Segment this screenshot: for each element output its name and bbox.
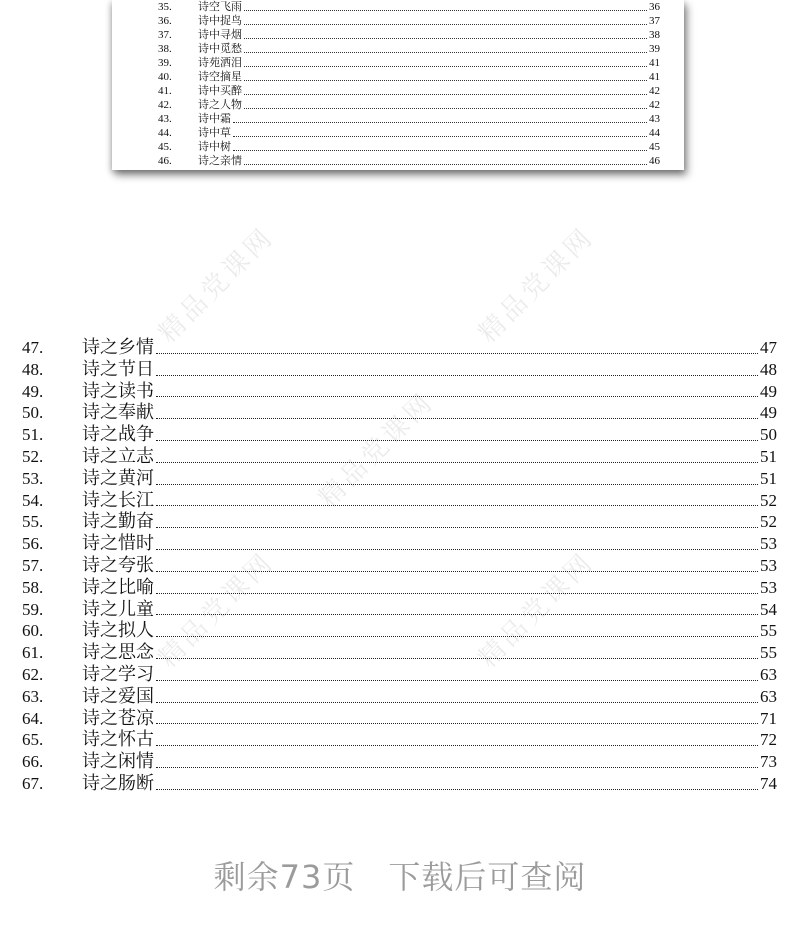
- toc-entry-number: 55.: [22, 512, 44, 532]
- toc-entry-number: 61.: [22, 643, 44, 663]
- watermark: 精品党课网: [473, 546, 601, 674]
- toc-entry-page: 42: [649, 99, 660, 111]
- toc-entry[interactable]: [22, 664, 777, 686]
- toc-entry-number: 59.: [22, 599, 44, 619]
- watermark: 精品党课网: [473, 221, 601, 349]
- toc-leader-dots: [156, 570, 758, 572]
- toc-leader-dots: [244, 65, 647, 67]
- toc-entry[interactable]: [22, 642, 777, 664]
- toc-leader-dots: [156, 483, 758, 485]
- toc-entry[interactable]: [158, 112, 660, 126]
- toc-leader-dots: [244, 79, 647, 81]
- toc-leader-dots: [156, 439, 758, 441]
- toc-entry-page: 51: [760, 446, 777, 466]
- toc-entry-number: 51.: [22, 425, 44, 445]
- watermark: 精品党课网: [153, 546, 281, 674]
- toc-entry-title: 诗之肠断: [82, 772, 154, 794]
- toc-entry-page: 41: [649, 71, 660, 83]
- toc-entry-title: 诗之亲情: [198, 154, 242, 167]
- toc-entry-number: 63.: [22, 686, 44, 706]
- toc-entry-page: 36: [649, 1, 660, 13]
- toc-entry-number: 57.: [22, 555, 44, 575]
- toc-entry-title: 诗之节日: [82, 358, 154, 380]
- toc-entry-number: 37.: [158, 29, 172, 41]
- toc-leader-dots: [156, 613, 758, 615]
- toc-entry-page: 48: [760, 359, 777, 379]
- toc-entry-title: 诗之苍凉: [82, 707, 154, 729]
- toc-entry[interactable]: [22, 708, 777, 730]
- toc-entry-number: 53.: [22, 468, 44, 488]
- toc-entry-title: 诗中树: [198, 140, 231, 153]
- toc-entry-title: 诗之奉献: [82, 402, 154, 424]
- toc-entry[interactable]: [22, 337, 777, 359]
- toc-entry-page: 49: [760, 381, 777, 401]
- toc-leader-dots: [156, 635, 758, 637]
- toc-entry[interactable]: [22, 577, 777, 599]
- toc-entry-number: 45.: [158, 141, 172, 153]
- toc-leader-dots: [244, 93, 647, 95]
- toc-leader-dots: [156, 679, 758, 681]
- toc-entry-page: 47: [760, 338, 777, 357]
- toc-entry-page: 52: [760, 490, 777, 510]
- toc-entry[interactable]: [22, 511, 777, 533]
- remaining-pages-notice[interactable]: 剩余73页 下载后可查阅: [213, 858, 587, 896]
- toc-entry-number: 56.: [22, 534, 44, 554]
- toc-entry-title: 诗之读书: [82, 380, 154, 402]
- toc-entry[interactable]: [158, 98, 660, 112]
- toc-entry-title: 诗之勤奋: [82, 511, 154, 533]
- toc-entry-number: 50.: [22, 403, 44, 423]
- toc-entry-page: 46: [649, 155, 660, 167]
- toc-entry-page: 63: [760, 686, 777, 706]
- toc-entry-title: 诗之立志: [82, 445, 154, 467]
- toc-leader-dots: [156, 548, 758, 550]
- toc-entry[interactable]: [22, 359, 777, 381]
- toc-entry-page: 41: [649, 57, 660, 69]
- toc-entry[interactable]: [22, 773, 777, 795]
- toc-entry-title: 诗中草: [198, 126, 231, 139]
- toc-leader-dots: [244, 37, 647, 39]
- toc-leader-dots: [233, 149, 647, 151]
- toc-entry[interactable]: [158, 126, 660, 140]
- toc-entry[interactable]: [158, 70, 660, 84]
- toc-entry-number: 54.: [22, 490, 44, 510]
- toc-entry-page: 51: [760, 468, 777, 488]
- toc-entry[interactable]: [22, 533, 777, 555]
- toc-leader-dots: [233, 135, 647, 137]
- toc-entry-number: 66.: [22, 752, 44, 772]
- toc-entry-page: 50: [760, 425, 777, 445]
- toc-entry-title: 诗之黄河: [82, 467, 154, 489]
- toc-entry-page: 42: [649, 85, 660, 97]
- toc-entry-page: 53: [760, 555, 777, 575]
- toc-entry[interactable]: [158, 56, 660, 70]
- toc-entry-page: 39: [649, 43, 660, 55]
- toc-entry-page: 37: [649, 15, 660, 27]
- toc-entry-title: 诗之夸张: [82, 554, 154, 576]
- toc-entry-title: 诗之拟人: [82, 620, 154, 642]
- toc-list-top: [158, 0, 660, 168]
- toc-entry-title: 诗中捉鸟: [198, 14, 242, 27]
- toc-entry[interactable]: [158, 28, 660, 42]
- toc-entry[interactable]: [22, 381, 777, 403]
- toc-leader-dots: [156, 461, 758, 463]
- toc-entry-number: 47.: [22, 338, 44, 357]
- toc-leader-dots: [156, 395, 758, 397]
- toc-entry-title: 诗之思念: [82, 642, 154, 664]
- toc-entry[interactable]: [22, 751, 777, 773]
- toc-leader-dots: [156, 374, 758, 376]
- toc-entry-title: 诗中买醉: [198, 84, 242, 97]
- toc-leader-dots: [156, 504, 758, 506]
- toc-entry-title: 诗之惜时: [82, 533, 154, 555]
- toc-entry-number: 41.: [158, 85, 172, 97]
- toc-entry-number: 48.: [22, 359, 44, 379]
- toc-leader-dots: [244, 107, 647, 109]
- toc-entry[interactable]: [22, 490, 777, 512]
- toc-entry-page: 53: [760, 534, 777, 554]
- toc-leader-dots: [244, 9, 647, 11]
- toc-entry-number: 60.: [22, 621, 44, 641]
- toc-entry-page: 49: [760, 403, 777, 423]
- toc-entry-number: 42.: [158, 99, 172, 111]
- toc-entry-number: 49.: [22, 381, 44, 401]
- toc-entry-page: 74: [760, 773, 777, 793]
- toc-entry[interactable]: [22, 468, 777, 490]
- toc-entry[interactable]: [22, 424, 777, 446]
- toc-entry-title: 诗中觅愁: [198, 42, 242, 55]
- toc-entry-page: 72: [760, 730, 777, 750]
- toc-entry-title: 诗苑洒泪: [198, 56, 242, 69]
- toc-leader-dots: [156, 352, 758, 354]
- toc-leader-dots: [244, 51, 647, 53]
- toc-entry-title: 诗之战争: [82, 424, 154, 446]
- toc-entry[interactable]: [22, 620, 777, 642]
- toc-entry-title: 诗之乡情: [82, 337, 154, 358]
- toc-entry[interactable]: [158, 140, 660, 154]
- toc-entry[interactable]: [22, 686, 777, 708]
- toc-entry-number: 67.: [22, 773, 44, 793]
- toc-entry[interactable]: [22, 729, 777, 751]
- toc-entry-title: 诗之长江: [82, 489, 154, 511]
- toc-entry-title: 诗中寻烟: [198, 28, 242, 41]
- toc-entry-title: 诗之人物: [198, 98, 242, 111]
- page-preview-card: [112, 0, 684, 170]
- toc-entry[interactable]: [158, 14, 660, 28]
- toc-entry-number: 46.: [158, 155, 172, 167]
- toc-entry-number: 44.: [158, 127, 172, 139]
- toc-leader-dots: [156, 788, 758, 790]
- toc-leader-dots: [156, 657, 758, 659]
- toc-entry-page: 54: [760, 599, 777, 619]
- toc-entry-page: 52: [760, 512, 777, 532]
- toc-entry-page: 43: [649, 113, 660, 125]
- toc-entry-title: 诗之爱国: [82, 685, 154, 707]
- toc-entry[interactable]: [22, 555, 777, 577]
- toc-entry[interactable]: [158, 0, 660, 14]
- toc-entry-title: 诗中霜: [198, 112, 231, 125]
- toc-leader-dots: [233, 121, 647, 123]
- toc-entry-number: 39.: [158, 57, 172, 69]
- toc-entry-number: 40.: [158, 71, 172, 83]
- toc-leader-dots: [156, 592, 758, 594]
- toc-entry[interactable]: [22, 402, 777, 424]
- toc-entry-title: 诗空摘星: [198, 70, 242, 83]
- toc-entry-page: 53: [760, 577, 777, 597]
- toc-entry[interactable]: [22, 446, 777, 468]
- toc-entry-number: 52.: [22, 446, 44, 466]
- toc-entry-page: 55: [760, 621, 777, 641]
- toc-entry[interactable]: [158, 154, 660, 168]
- toc-leader-dots: [244, 23, 647, 25]
- toc-leader-dots: [156, 766, 758, 768]
- toc-entry-page: 63: [760, 664, 777, 684]
- toc-leader-dots: [156, 744, 758, 746]
- toc-entry-page: 45: [649, 141, 660, 153]
- toc-entry[interactable]: [158, 42, 660, 56]
- toc-entry-number: 65.: [22, 730, 44, 750]
- toc-leader-dots: [156, 722, 758, 724]
- toc-entry-title: 诗空飞雨: [198, 0, 242, 13]
- toc-entry-page: 55: [760, 643, 777, 663]
- toc-entry[interactable]: [22, 599, 777, 621]
- toc-leader-dots: [156, 417, 758, 419]
- toc-leader-dots: [156, 526, 758, 528]
- toc-entry-title: 诗之怀古: [82, 729, 154, 751]
- toc-entry-number: 58.: [22, 577, 44, 597]
- watermark: 精品党课网: [153, 221, 281, 349]
- toc-entry-title: 诗之闲情: [82, 751, 154, 773]
- toc-entry-number: 62.: [22, 664, 44, 684]
- watermark: 精品党课网: [313, 386, 441, 514]
- toc-entry-number: 64.: [22, 708, 44, 728]
- toc-entry-title: 诗之比喻: [82, 576, 154, 598]
- toc-entry[interactable]: [158, 84, 660, 98]
- toc-leader-dots: [156, 701, 758, 703]
- toc-entry-number: 38.: [158, 43, 172, 55]
- toc-entry-title: 诗之学习: [82, 663, 154, 685]
- toc-entry-page: 73: [760, 752, 777, 772]
- toc-entry-page: 44: [649, 127, 660, 139]
- toc-entry-number: 35.: [158, 1, 172, 13]
- toc-entry-page: 71: [760, 708, 777, 728]
- toc-entry-page: 38: [649, 29, 660, 41]
- toc-entry-number: 43.: [158, 113, 172, 125]
- toc-leader-dots: [244, 163, 647, 165]
- toc-entry-number: 36.: [158, 15, 172, 27]
- toc-entry-title: 诗之儿童: [82, 598, 154, 620]
- toc-list-main: [22, 337, 777, 795]
